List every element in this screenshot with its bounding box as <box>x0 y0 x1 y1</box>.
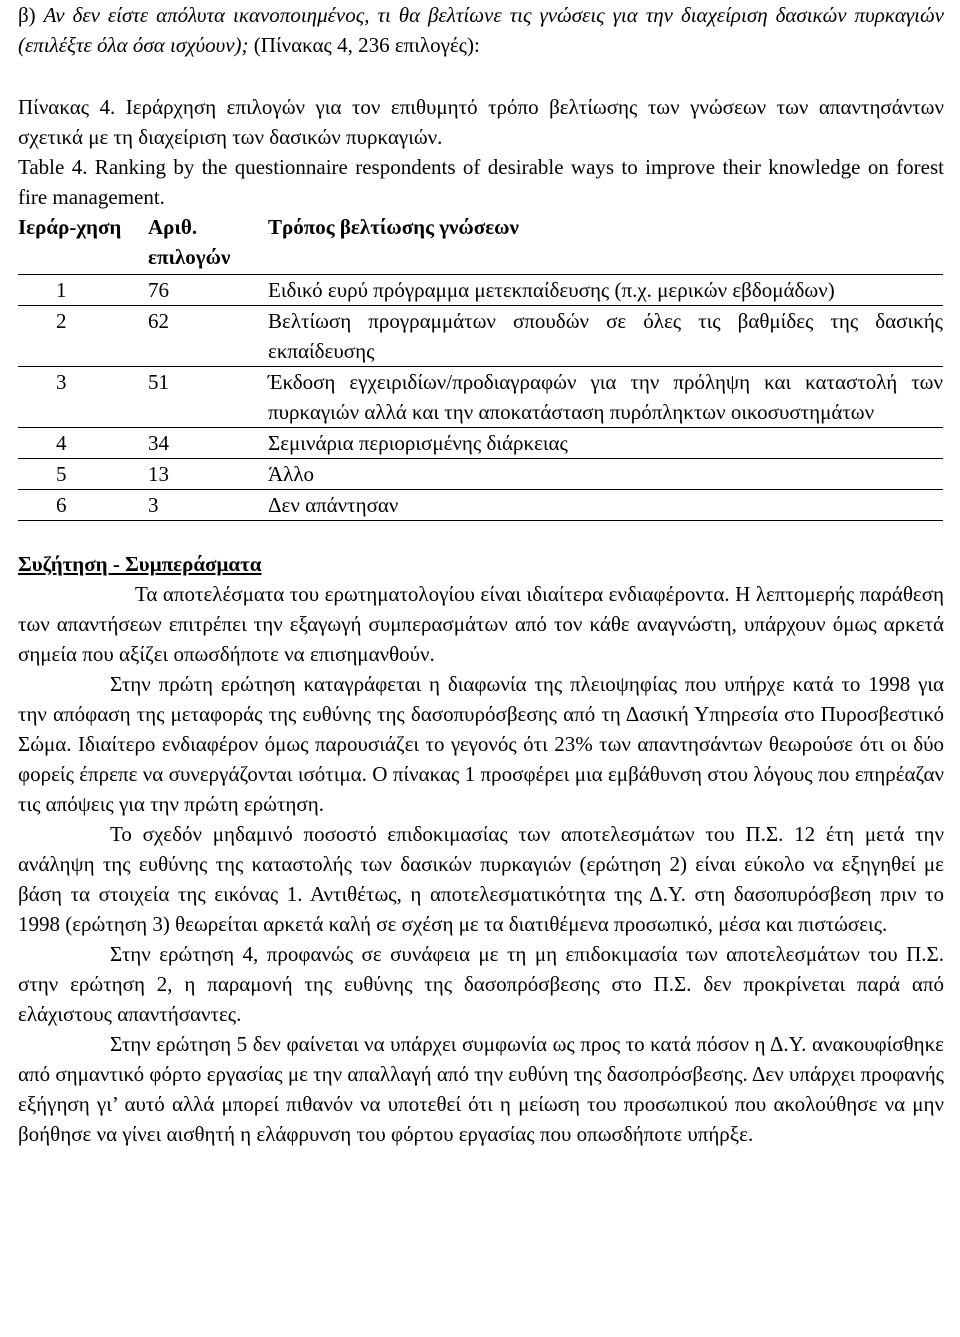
row-rank: 4 <box>56 431 67 455</box>
row-rank: 3 <box>56 370 67 394</box>
row-text: Ειδικό ευρύ πρόγραμμα μετεκπαίδευσης (π.χ. μερικών εβδομάδων) <box>268 278 835 302</box>
row-text: Έκδοση εγχειριδίων/προδιαγραφών για την πρόληψη και καταστολή των πυρκαγιών αλλά και την αποκατάσταση πυρόπληκτων οικοσυστημάτων <box>268 370 943 424</box>
row-count: 51 <box>148 370 169 394</box>
body-paragraph: Στην ερώτηση 5 δεν φαίνεται να υπάρχει συμφωνία ως προς το κατά πόσον η Δ.Υ. ανακουφίσθηκε από σημαντικό φόρτο εργασίας με την απαλλαγή από την ευθύνη της δασοπρόσβεσης. Δεν υπάρχει προφανής εξήγηση γι’ αυτό αλλά μπορεί πιθανόν να υποτεθεί ότι η μείωση του προσωπικού που ακολούθησε να μην βοήθησε να γίνει αισθητή η ελάφρυνση του φόρτου εργασίας που οπωσδήποτε υπήρξε. <box>18 1032 944 1146</box>
body-paragraph: Στην ερώτηση 4, προφανώς σε συνάφεια με τη μη επιδοκιμασία των αποτελεσμάτων του Π.Σ. στην ερώτηση 2, η παραμονή της ευθύνης της δασοπρόσβεσης στο Π.Σ. δεν προκρίνεται παρά από ελάχιστους απαντήσαντες. <box>18 942 944 1026</box>
header-method: Τρόπος βελτίωσης γνώσεων <box>268 215 519 239</box>
row-rank: 2 <box>56 309 67 333</box>
table-row <box>18 306 943 367</box>
header-rank: Ιεράρ-χηση <box>18 215 122 239</box>
row-rank: 1 <box>56 278 67 302</box>
body-paragraph: Τα αποτελέσματα του ερωτηματολογίου είναι ιδιαίτερα ενδιαφέροντα. Η λεπτομερής παράθεση των απαντήσεων επιτρέπει την εξαγωγή συμπερασμάτων από τον κάθε αναγνώστη, υπάρχουν όμως αρκετά σημεία που αξίζει οπωσδήποτε να επισημανθούν. <box>18 582 944 666</box>
section-heading: Συζήτηση - Συμπεράσματα <box>18 552 262 576</box>
row-count: 62 <box>148 309 169 333</box>
table-row <box>18 490 943 521</box>
table-caption-english: Table 4. Ranking by the questionnaire respondents of desirable ways to improve their knowledge on forest fire management. <box>18 155 944 209</box>
table-caption <box>18 92 944 212</box>
document-page <box>18 0 944 1149</box>
row-count: 13 <box>148 462 169 486</box>
row-text: Σεμινάρια περιορισμένης διάρκειας <box>268 431 568 455</box>
row-rank: 6 <box>56 493 67 517</box>
row-count: 76 <box>148 278 169 302</box>
body-paragraph: Το σχεδόν μηδαμινό ποσοστό επιδοκιμασίας των αποτελεσμάτων του Π.Σ. 12 έτη μετά την ανάληψη της ευθύνης της καταστολής των δασικών πυρκαγιών (ερώτηση 2) είναι εύκολο να εξηγηθεί με βάση τα στοιχεία της εικόνας 1. Αντιθέτως, η αποτελεσματικότητα της Δ.Υ. στη δασοπυρόσβεση πριν το 1998 (ερώτηση 3) θεωρείται αρκετά καλή σε σχέση με τα διατιθέμενα προσωπικό, μέσα και πιστώσεις. <box>18 822 944 936</box>
question-paragraph <box>18 0 944 60</box>
row-rank: 5 <box>56 462 67 486</box>
table-row <box>18 459 943 490</box>
question-suffix: (Πίνακας 4, 236 επιλογές): <box>248 33 480 57</box>
row-text: Άλλο <box>268 462 315 486</box>
table-row <box>18 275 943 306</box>
row-text: Βελτίωση προγραμμάτων σπουδών σε όλες τις βαθμίδες της δασικής εκπαίδευσης <box>268 309 943 363</box>
table-row <box>18 428 943 459</box>
row-count: 34 <box>148 431 169 455</box>
header-count: Αριθ. επιλογών <box>148 215 231 269</box>
table-row <box>18 367 943 428</box>
ranking-table <box>18 212 943 521</box>
body-paragraph: Στην πρώτη ερώτηση καταγράφεται η διαφωνία της πλειοψηφίας που υπήρχε κατά το 1998 για την απόφαση της μεταφοράς της ευθύνης της δασοπυρόσβεσης από τη Δασική Υπηρεσία στο Πυροσβεστικό Σώμα. Ιδιαίτερο ενδιαφέρον όμως παρουσιάζει το γεγονός ότι 23% των απαντησάντων θεωρούσε ότι οι δύο φορείς έπρεπε να συνεργάζονται ισότιμα. Ο πίνακας 1 προσφέρει μια εμβάθυνση στου λόγους που επηρέαζαν τις απόψεις για την πρώτη ερώτηση. <box>18 672 944 816</box>
table-header-row <box>18 212 943 275</box>
row-text: Δεν απάντησαν <box>268 493 399 517</box>
section-body <box>18 579 944 1149</box>
question-text: Αν δεν είστε απόλυτα ικανοποιημένος, τι θα βελτίωνε τις γνώσεις για την διαχείριση δασικών πυρκαγιών (επιλέξτε όλα όσα ισχύουν); <box>18 3 944 57</box>
question-label: β) <box>18 3 44 27</box>
row-count: 3 <box>148 493 159 517</box>
table-caption-greek: Πίνακας 4. Ιεράρχηση επιλογών για τον επιθυμητό τρόπο βελτίωσης των γνώσεων των απαντησάντων σχετικά με τη διαχείριση των δασικών πυρκαγιών. <box>18 95 944 149</box>
